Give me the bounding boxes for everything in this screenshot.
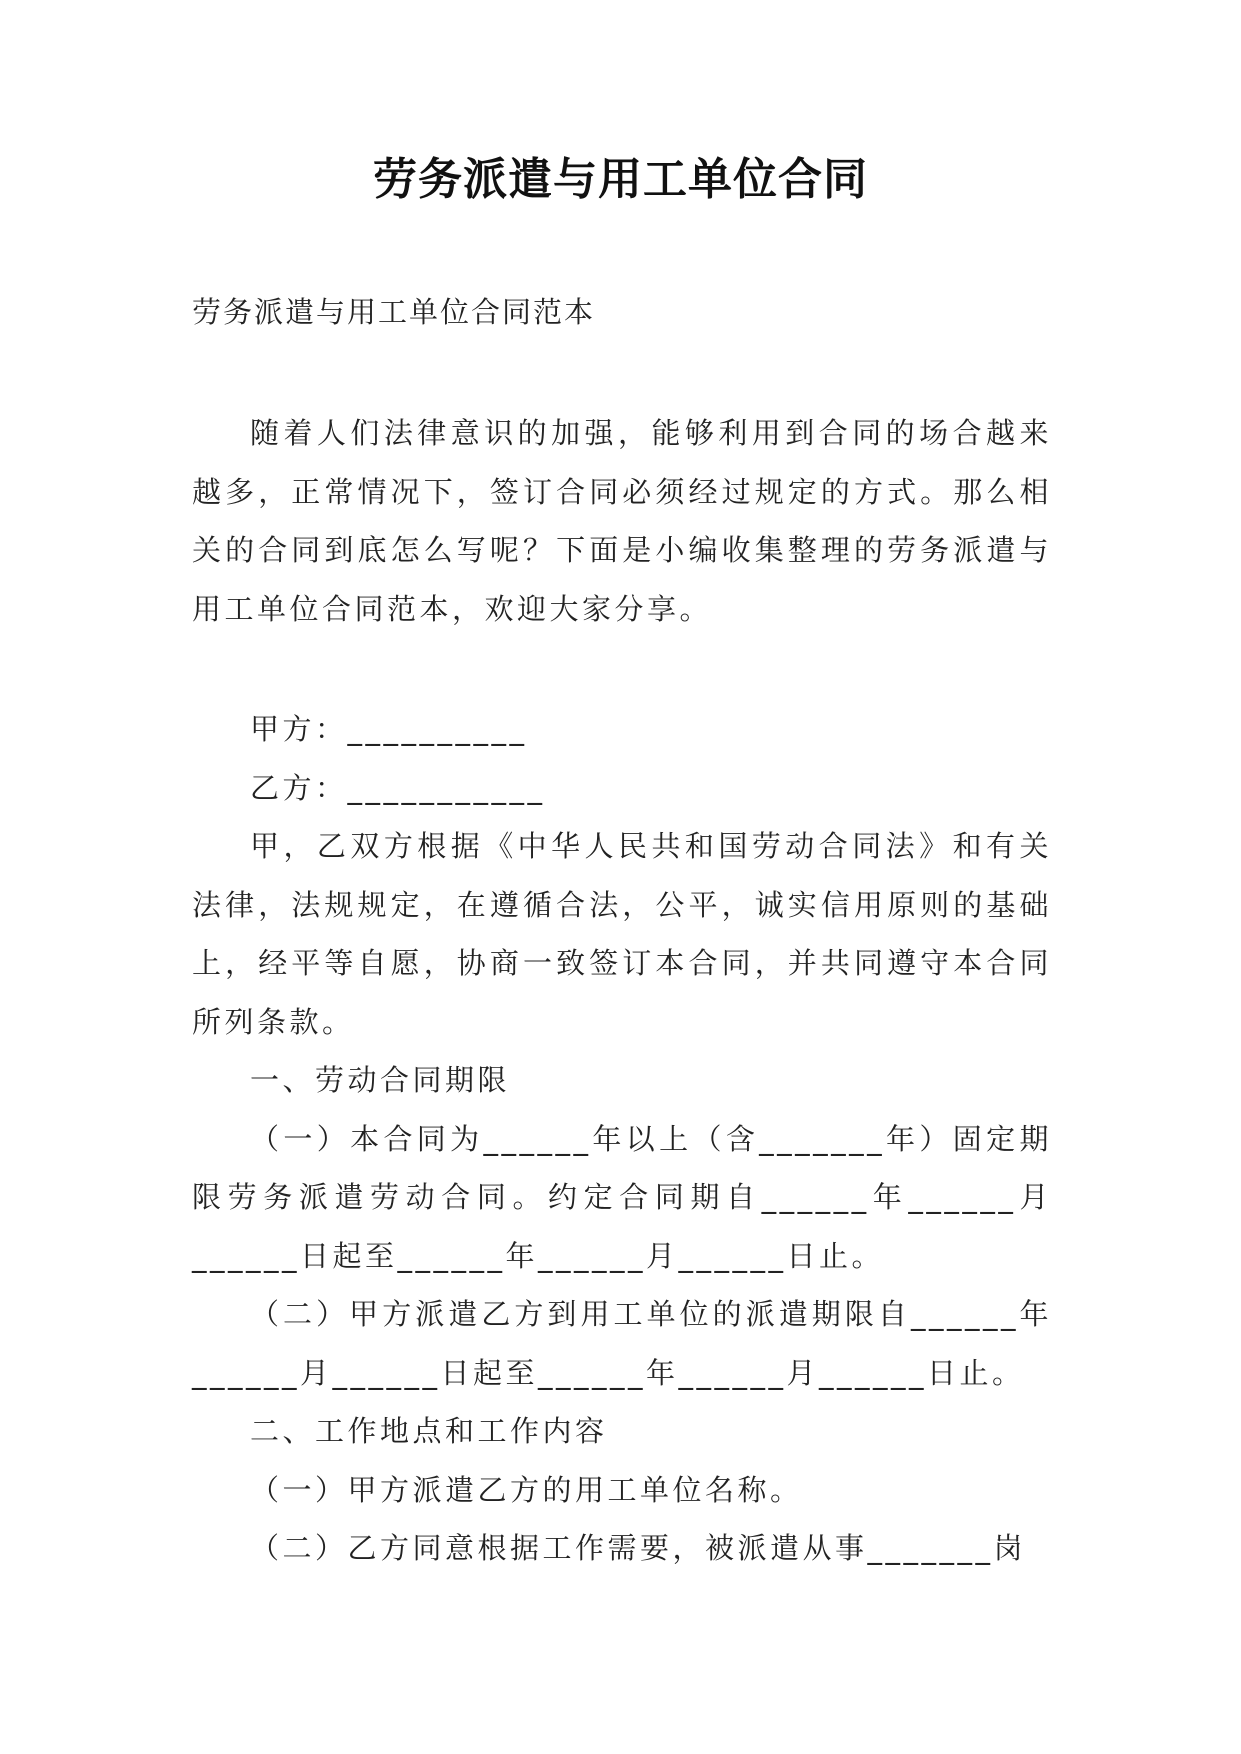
intro-section xyxy=(192,404,1052,638)
preamble-paragraph: 甲，乙双方根据《中华人民共和国劳动合同法》和有关法律，法规规定，在遵循合法，公平，诚实信用原则的基础上，经平等自愿，协商一致签订本合同，并共同遵守本合同所列条款。 xyxy=(192,829,1052,1039)
clause-work-2: （二）乙方同意根据工作需要，被派遣从事_______岗 xyxy=(250,1531,1027,1565)
clause-term-2: （二）甲方派遣乙方到用工单位的派遣期限自______年______月______日起至______年______月______日止。 xyxy=(192,1297,1052,1390)
document-title: 劳务派遣与用工单位合同 xyxy=(373,154,868,205)
clause-work-1: （一）甲方派遣乙方的用工单位名称。 xyxy=(250,1472,803,1507)
section-heading-term: 一、劳动合同期限 xyxy=(250,1063,511,1097)
clause-term-1: （一）本合同为______年以上（含_______年）固定期限劳务派遣劳动合同。约定合同期自______年______月______日起至______年______月______日止。 xyxy=(192,1121,1052,1273)
contract-body xyxy=(192,700,1052,1578)
party-a-line: 甲方：__________ xyxy=(250,712,528,746)
party-b-line: 乙方：___________ xyxy=(250,770,546,805)
intro-paragraph: 随着人们法律意识的加强，能够利用到合同的场合越来越多，正常情况下，签订合同必须经过规定的方式。那么相关的合同到底怎么写呢？下面是小编收集整理的劳务派遣与用工单位合同范本，欢迎大家分享。 xyxy=(192,416,1052,626)
document-subtitle: 劳务派遣与用工单位合同范本 xyxy=(192,295,596,329)
section-heading-work: 二、工作地点和工作内容 xyxy=(250,1414,608,1448)
